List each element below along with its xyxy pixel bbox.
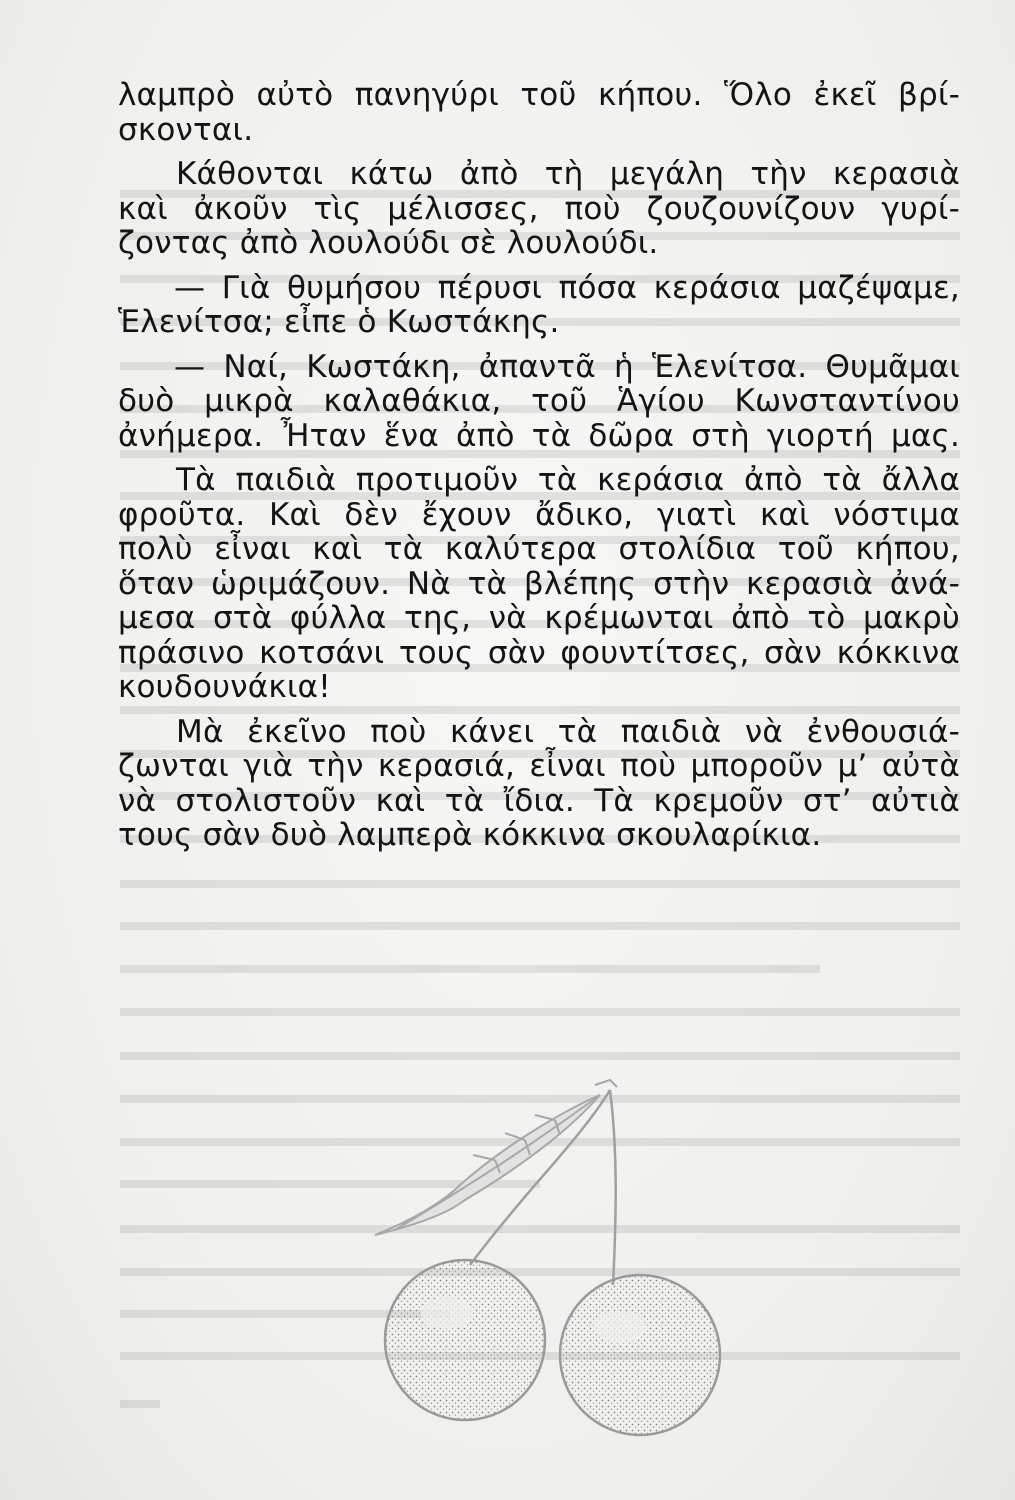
paragraph [118,157,960,261]
text-line: Μὰ ἐκεῖνο ποὺ κάνει τὰ παιδιὰ νὰ ἐνθουσιά- [176,713,960,750]
text-line: μεσα στὰ φύλλα της, νὰ κρέμωνται ἀπὸ τὸ μακρὺ [118,600,960,636]
text-line: καὶ ἀκοῦν τὶς μέλισσες, ποὺ ζουζουνίζουν γυρί- [118,190,960,227]
text-line: Κάθονται κάτω ἀπὸ τὴ μεγάλη τὴν κερασιὰ [176,156,960,192]
text-line: ὅταν ὡριμάζουν. Νὰ τὰ βλέπης στὴν κερασιὰ ἀνά- [118,565,960,602]
paragraph [118,463,960,705]
text-line: σκονται. [118,111,254,148]
paragraph [118,350,960,454]
paragraph [118,271,960,340]
text-line: δυὸ μικρὰ καλαθάκια, τοῦ Ἁγίου Κωνσταντίνου [118,383,960,419]
text-line: πολὺ εἶναι καὶ τὰ καλύτερα στολίδια τοῦ κήπου, [118,531,960,567]
paragraph [118,715,960,853]
cherry-right-icon [560,1275,720,1435]
cherries-illustration [355,1075,785,1440]
text-line: ζοντας ἀπὸ λουλούδι σὲ λουλούδι. [118,225,659,261]
cherry-leaf-icon [375,1080,617,1235]
text-line: Ἑλενίτσα; εἶπε ὁ Κωστάκης. [118,304,560,340]
text-line: νὰ στολιστοῦν καὶ τὰ ἴδια. Τὰ κρεμοῦν στ’ αὐτιὰ [118,782,960,819]
paragraph [118,78,960,147]
cherry-stem-icon [470,1090,616,1285]
text-line: — Ναί, Κωστάκη, ἀπαντᾶ ἡ Ἑλενίτσα. Θυμᾶμαι [174,348,960,385]
text-line: κουδουνάκια! [118,669,331,705]
text-line: πράσινο κοτσάνι τους σὰν φουντίτσες, σὰν κόκκινα [118,634,960,671]
text-line: Τὰ παιδιὰ προτιμοῦν τὰ κεράσια ἀπὸ τὰ ἄλλα [176,462,960,498]
cherry-left-icon [385,1260,545,1420]
text-line: — Γιὰ θυμήσου πέρυσι πόσα κεράσια μαζέψαμε, [174,269,960,306]
text-line: φροῦτα. Καὶ δὲν ἔχουν ἄδικο, γιατὶ καὶ νόστιμα [118,496,960,533]
text-line: τους σὰν δυὸ λαμπερὰ κόκκινα σκουλαρίκια. [118,817,822,853]
text-line: λαμπρὸ αὐτὸ πανηγύρι τοῦ κήπου. Ὅλο ἐκεῖ βρί- [118,77,960,113]
page-text [118,78,960,853]
text-line: ἀνήμερα. Ἦταν ἕνα ἀπὸ τὰ δῶρα στὴ γιορτή μας. [118,417,960,454]
text-line: ζωνται γιὰ τὴν κερασιά, εἶναι ποὺ μποροῦν μ’ αὐτὰ [118,748,960,784]
